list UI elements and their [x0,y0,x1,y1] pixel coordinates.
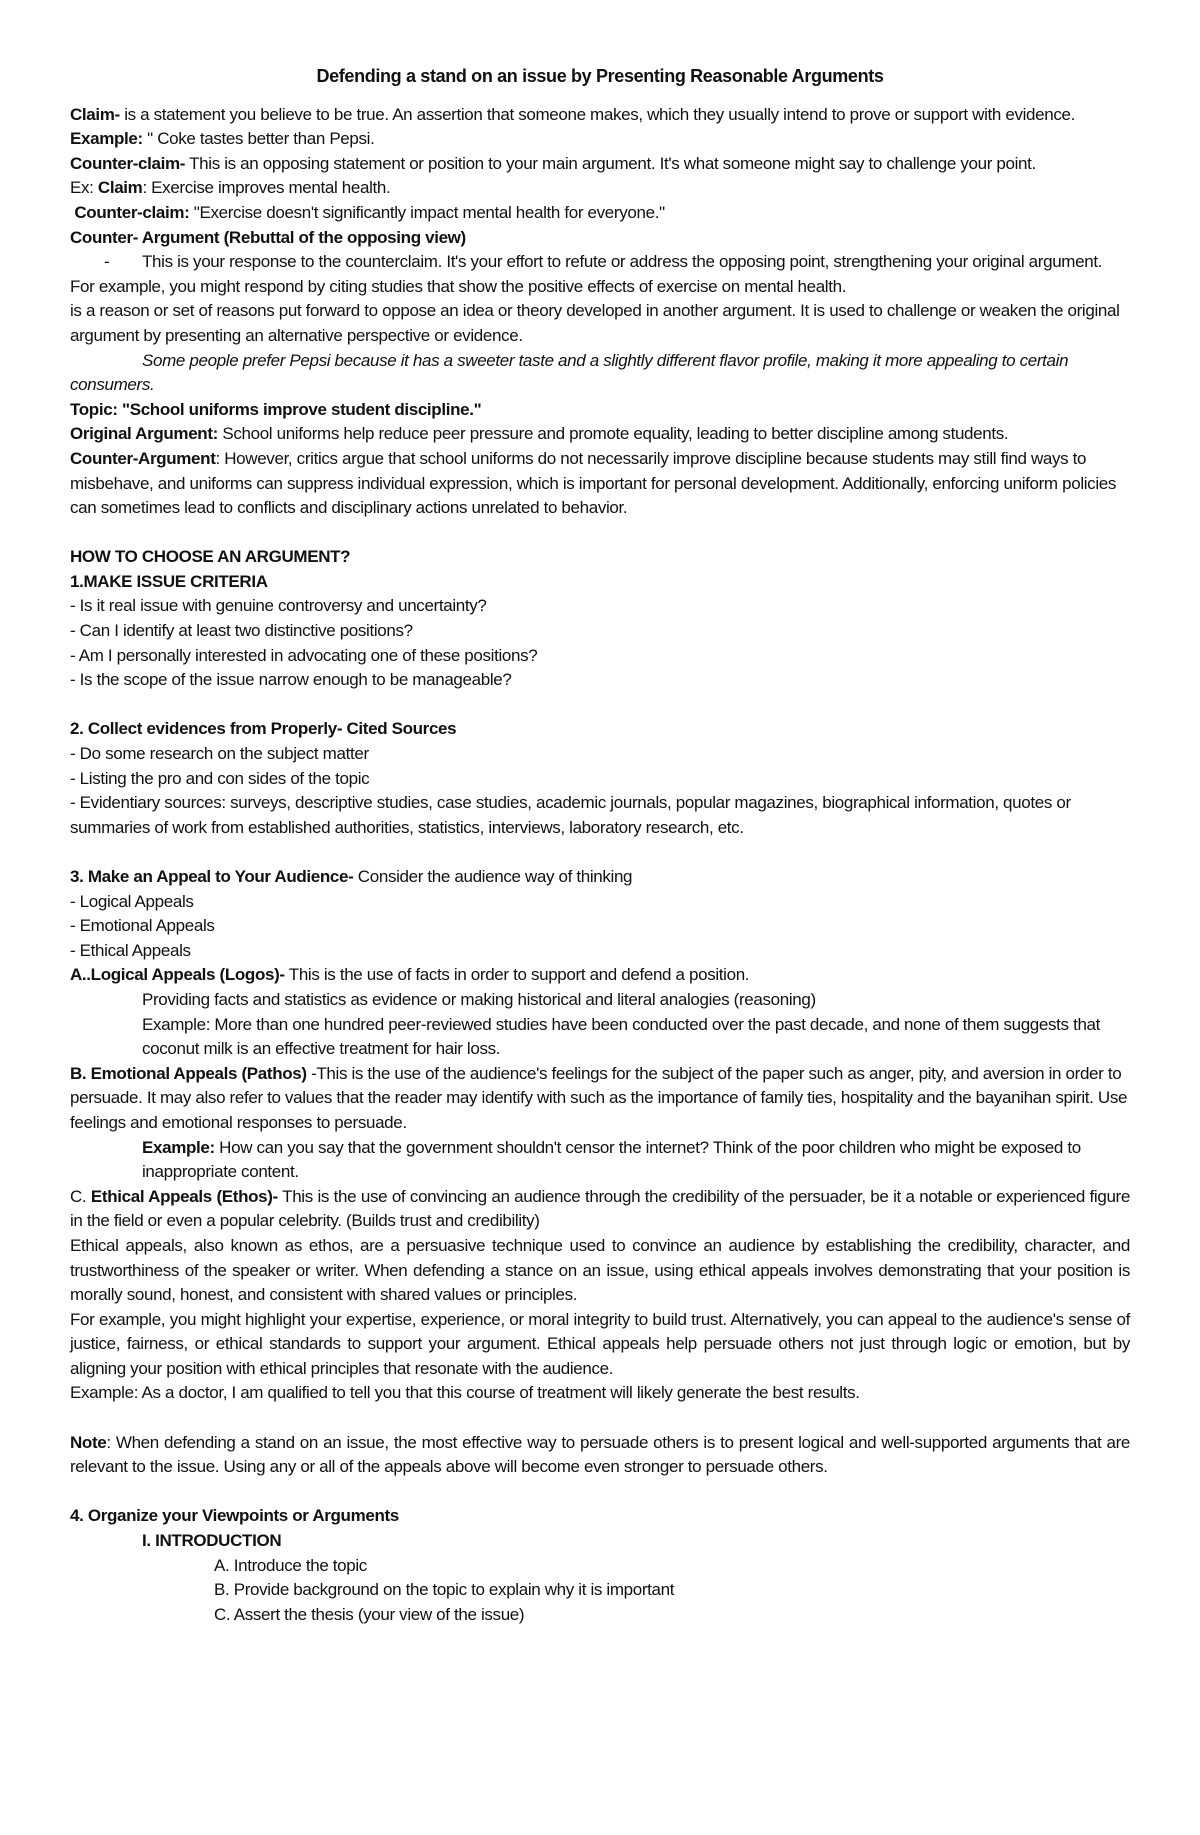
topic-label: Topic: "School uniforms improve student discipline." [70,399,482,419]
claim-text: is a statement you believe to be true. An assertion that someone makes, which they usually intend to prove or support with evidence. [119,104,1075,124]
counter-argument-example: For example, you might respond by citing studies that show the positive effects of exercise on mental health. [70,276,847,296]
list-item: B. Provide background on the topic to explain why it is important [214,1580,675,1600]
step4-sub-heading: I. INTRODUCTION [142,1531,282,1551]
step2-heading: 2. Collect evidences from Properly- Cited Sources [70,719,457,739]
ethos-text: This is the use of convincing an audience through the credibility of the persuader, be it a notable or experienced figure in the field or even a popular celebrity. (Builds trust and credibility) [70,1186,1130,1231]
list-item: A. Introduce the topic [214,1555,367,1575]
note-paragraph [70,1431,1130,1480]
how-to-heading: HOW TO CHOOSE AN ARGUMENT? [70,547,351,567]
pathos-example [70,1136,1130,1185]
ethos-para2: For example, you might highlight your expertise, experience, or moral integrity to build trust. Alternatively, you can appeal to the audience's sense of justice, fairness, or ethical standards to support your argument. Ethical appeals help persuade others not just through logic or emotion, but by aligning your position with ethical principles that resonate with the audience. [70,1309,1130,1378]
ex-counter-claim-text: "Exercise doesn't significantly impact mental health for everyone." [189,202,665,222]
page-title: Defending a stand on an issue by Presenting Reasonable Arguments [316,66,884,86]
original-argument-text: School uniforms help reduce peer pressure and promote equality, leading to better discipline among students. [217,424,1009,444]
list-item: - Am I personally interested in advocating one of these positions? [70,645,538,665]
counter-argument-bullet [70,250,1130,275]
counter-claim-text: This is an opposing statement or position to your main argument. It's what someone might say to challenge your point. [185,153,1036,173]
counter-claim-example [70,176,1130,201]
step3-heading-text: Consider the audience way of thinking [353,867,633,886]
step4-heading: 4. Organize your Viewpoints or Arguments [70,1506,399,1526]
counter-argument-paragraph [70,447,1130,521]
pathos-label: B. Emotional Appeals (Pathos) [70,1063,307,1083]
note-label: Note [70,1432,107,1452]
ex-claim-label: Claim [97,178,143,198]
counter-argument-definition: is a reason or set of reasons put forward to oppose an idea or theory developed in another argument. It is used to challenge or weaken the original argument by presenting an alternative perspective or evidence. [70,301,1120,345]
pathos-example-text: How can you say that the government shouldn't censor the internet? Think of the poor children who might be exposed to inappropriate content. [142,1137,1081,1182]
list-item: - Logical Appeals [70,891,194,911]
claim-example-text: " Coke tastes better than Pepsi. [142,129,375,149]
counter-argument-heading: Counter- Argument (Rebuttal of the opposing view) [70,227,466,247]
logos-line1: Providing facts and statistics as evidence or making historical and literal analogies (reasoning) [142,989,816,1009]
list-item: - Listing the pro and con sides of the topic [70,768,370,788]
logos-paragraph [70,963,1130,988]
counter-argument-text: : However, critics argue that school uniforms do not necessarily improve discipline because students may still find ways to misbehave, and uniforms can suppress individual expression, which is important for personal development. Additionally, enforcing uniform policies can sometimes lead to conflicts and disciplinary actions unrelated to behavior. [70,448,1117,518]
list-item: - Can I identify at least two distinctive positions? [70,621,413,641]
pathos-example-label: Example: [142,1137,215,1157]
claim-label: Claim- [70,104,120,124]
ex-claim-text: : Exercise improves mental health. [142,178,391,198]
step3-heading-line [70,865,1130,890]
ex-prefix: Ex: [70,178,98,198]
counter-claim-label: Counter-claim- [70,153,186,173]
original-argument [70,422,1130,447]
note-text: : When defending a stand on an issue, the most effective way to persuade others is to present logical and well-supported arguments that are relevant to the issue. Using any or all of the appeals above will become even stronger to persuade others. [70,1432,1130,1477]
counter-argument-italic-example: Some people prefer Pepsi because it has a sweeter taste and a slightly different flavor profile, making it more appealing to certain consumers. [70,350,1069,395]
bullet-text: This is your response to the counterclaim. It's your effort to refute or address the opposing point, strengthening your original argument. [142,252,1103,272]
ethos-label: Ethical Appeals (Ethos)- [90,1186,278,1206]
counter-claim-paragraph [70,152,1130,177]
counter-claim-example-2 [70,201,1130,226]
ethos-paragraph [70,1185,1130,1234]
bullet-dash: - [104,252,110,272]
original-argument-label: Original Argument: [70,424,218,444]
list-item: - Do some research on the subject matter [70,744,369,764]
list-item: - Is it real issue with genuine controversy and uncertainty? [70,596,487,616]
list-item: - Ethical Appeals [70,940,191,960]
claim-paragraph [70,103,1130,152]
list-item: - Emotional Appeals [70,916,215,936]
claim-example-label: Example: [70,129,143,149]
list-item: C. Assert the thesis (your view of the issue) [214,1604,525,1624]
step3-heading: 3. Make an Appeal to Your Audience- [70,867,354,886]
ethos-para1: Ethical appeals, also known as ethos, are a persuasive technique used to convince an audience by establishing the credibility, character, and trustworthiness of the speaker or writer. When defending a stance on an issue, using ethical appeals involves demonstrating that your position is morally sound, honest, and consistent with shared values or principles. [70,1235,1130,1305]
ex-counter-claim-label: Counter-claim: [74,202,190,222]
ethos-para3: Example: As a doctor, I am qualified to tell you that this course of treatment will likely generate the best results. [70,1383,860,1403]
step1-heading: 1.MAKE ISSUE CRITERIA [70,571,268,591]
logos-label: A..Logical Appeals (Logos)- [70,965,285,985]
pathos-text: -This is the use of the audience's feelings for the subject of the paper such as anger, pity, and aversion in order to persuade. It may also refer to values that the reader may identify with such as the importance of family ties, hospitality and the bayanihan spirit. Use feelings and emotional responses to persuade. [70,1063,1128,1132]
list-item: - Evidentiary sources: surveys, descriptive studies, case studies, academic journals, popular magazines, biographical information, quotes or summaries of work from established authorities, statistics, interviews, laboratory research, etc. [70,793,1071,837]
logos-text: This is the use of facts in order to support and defend a position. [284,965,750,985]
counter-argument-label: Counter-Argument [70,448,216,468]
logos-line2: Example: More than one hundred peer-reviewed studies have been conducted over the past decade, and none of them suggests that coconut milk is an effective treatment for hair loss. [142,1014,1101,1059]
ethos-prefix: C. [70,1186,91,1206]
pathos-paragraph [70,1062,1130,1136]
list-item: - Is the scope of the issue narrow enough to be manageable? [70,670,512,690]
